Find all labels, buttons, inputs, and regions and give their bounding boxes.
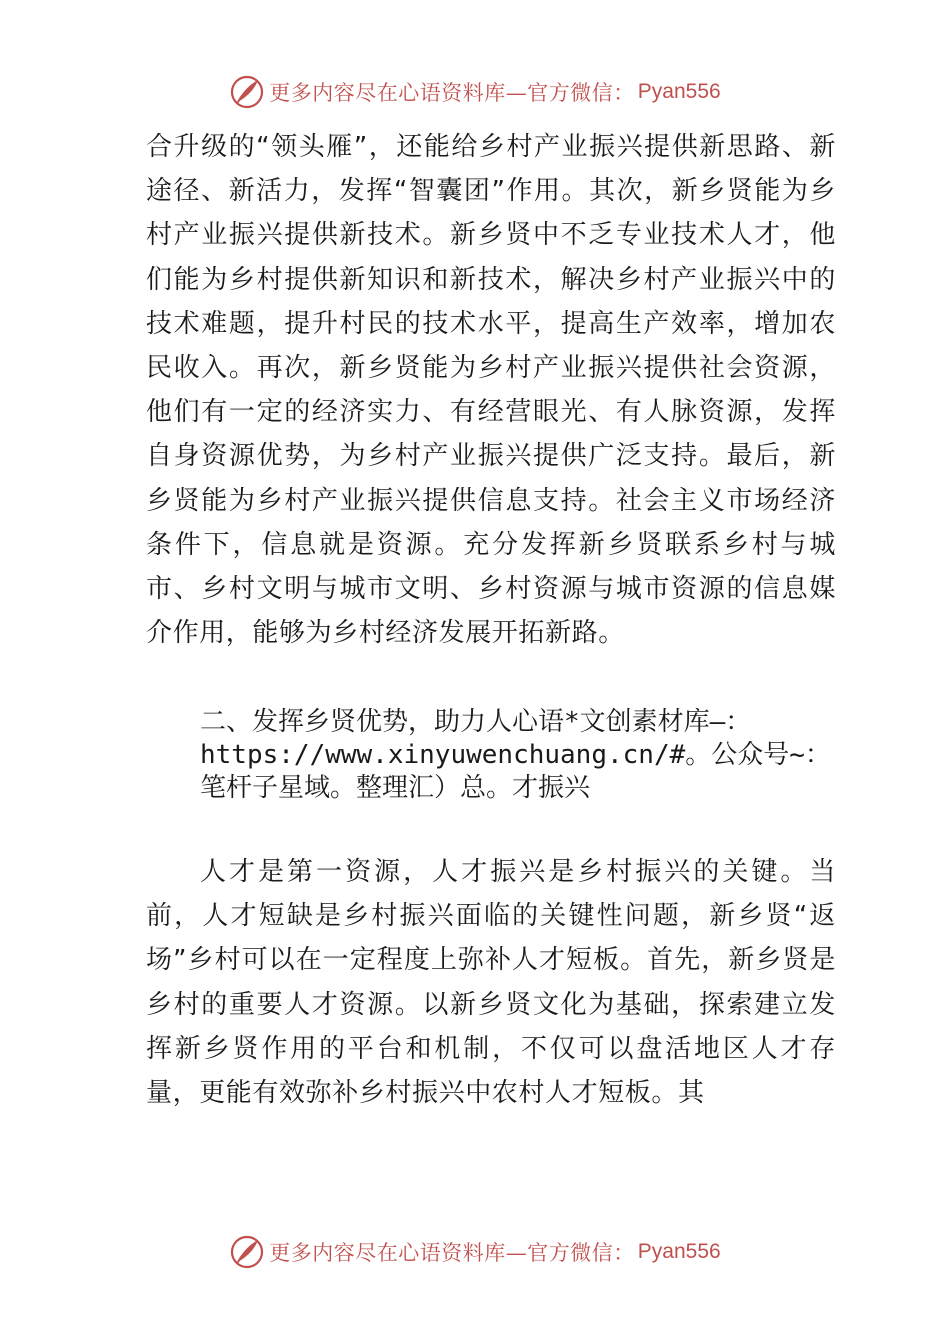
banner-text: 更多内容尽在心语资料库—官方微信： (269, 1241, 635, 1265)
section-heading-2: 二、发挥乡贤优势，助力人心语*文创素材库—：https://www.xinyuwenchuang.cn/#。公众号~：笔杆子星域。整理汇）总。才振兴 (200, 707, 831, 803)
footer-banner (0, 1232, 950, 1272)
banner-wechat-id: Pyan556 (637, 80, 721, 103)
banner-text: 更多内容尽在心语资料库—官方微信： (269, 81, 635, 105)
banner-wechat-id: Pyan556 (637, 1240, 721, 1263)
body-paragraph-2: 人才是第一资源，人才振兴是乡村振兴的关键。当前，人才短缺是乡村振兴面临的关键性问题，新乡贤“返场”乡村可以在一定程度上弥补人才短板。首先，新乡贤是乡村的重要人才资源。以新乡贤文化为基础，探索建立发挥新乡贤作用的平台和机制，不仅可以盘活地区人才存量，更能有效弥补乡村振兴中农村人才短板。其 (146, 857, 836, 1109)
body-paragraph-1: 合升级的“领头雁”，还能给乡村产业振兴提供新思路、新途径、新活力，发挥“智囊团”作用。其次，新乡贤能为乡村产业振兴提供新技术。新乡贤中不乏专业技术人才，他们能为乡村提供新知识和新技术，解决乡村产业振兴中的技术难题，提升村民的技术水平，提高生产效率，增加农民收入。再次，新乡贤能为乡村产业振兴提供社会资源，他们有一定的经济实力、有经营眼光、有人脉资源，发挥自身资源优势，为乡村产业振兴提供广泛支持。最后，新乡贤能为乡村产业振兴提供信息支持。社会主义市场经济条件下，信息就是资源。充分发挥新乡贤联系乡村与城市、乡村文明与城市文明、乡村资源与城市资源的信息媒介作用，能够为乡村经济发展开拓新路。 (146, 132, 836, 649)
header-banner (0, 72, 950, 112)
quill-logo-icon (229, 1234, 265, 1270)
quill-logo-icon (229, 74, 265, 110)
